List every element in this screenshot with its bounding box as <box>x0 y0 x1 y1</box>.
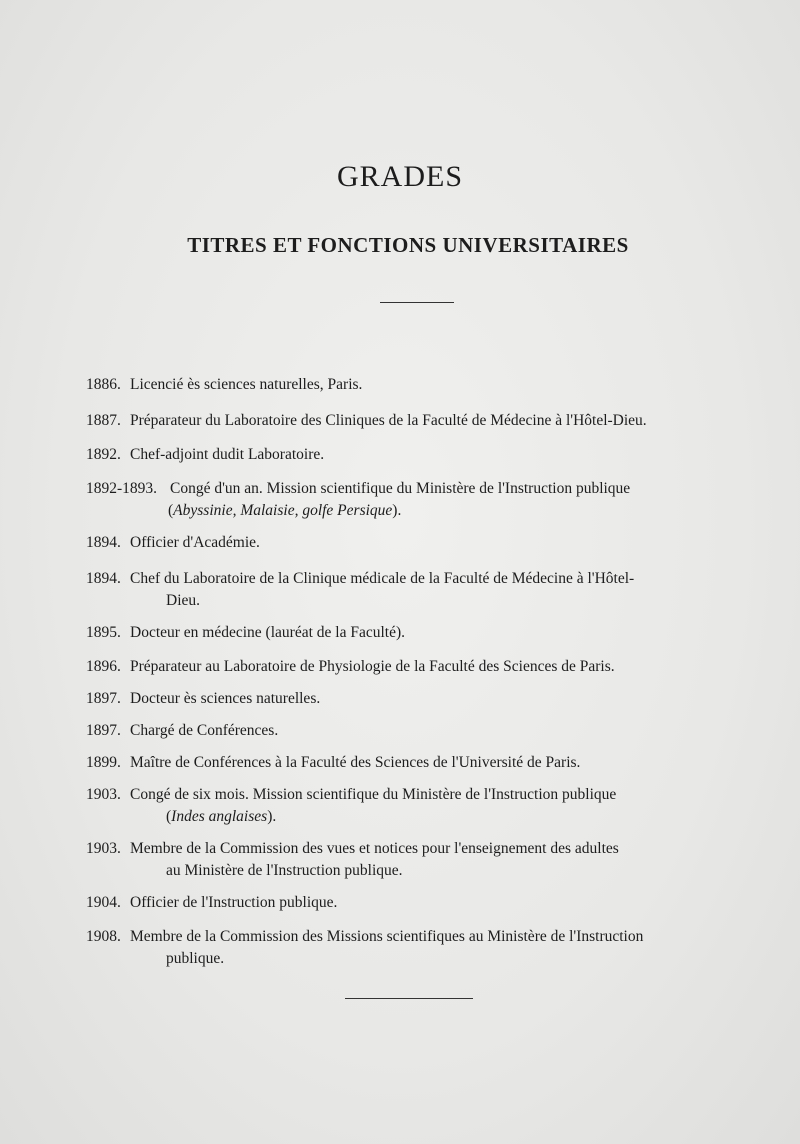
list-item <box>86 410 746 432</box>
list-item <box>86 478 746 522</box>
entry-year: 1887. <box>86 412 121 429</box>
list-item <box>86 926 746 970</box>
entry-text: Préparateur du Laboratoire des Cliniques de la Faculté de Médecine à l'Hôtel-Dieu. <box>130 412 647 429</box>
divider-bottom <box>345 998 473 999</box>
entry-continuation: au Ministère de l'Instruction publique. <box>166 862 403 879</box>
entry-text: Membre de la Commission des Missions scientifiques au Ministère de l'Instruction <box>130 928 644 945</box>
entry-text: Maître de Conférences à la Faculté des Sciences de l'Université de Paris. <box>130 754 581 771</box>
entry-italic: Abyssinie, Malaisie, golfe Persique <box>173 502 393 519</box>
page-subtitle: TITRES ET FONCTIONS UNIVERSITAIRES <box>187 233 629 257</box>
list-item <box>86 568 746 612</box>
entry-year: 1892. <box>86 446 121 463</box>
list-item <box>86 784 746 828</box>
list-item <box>86 656 746 678</box>
divider-top <box>380 302 454 303</box>
entry-text: Congé d'un an. Mission scientifique du Ministère de l'Instruction publique <box>170 480 631 497</box>
entry-text: Chef-adjoint dudit Laboratoire. <box>130 446 325 463</box>
list-item <box>86 688 746 710</box>
list-item <box>86 838 746 882</box>
entry-text: Docteur en médecine (lauréat de la Faculté). <box>130 624 405 641</box>
entry-text: Chargé de Conférences. <box>130 722 279 739</box>
paren-open: ( <box>168 502 174 519</box>
entry-year: 1899. <box>86 754 121 771</box>
entry-text: Chef du Laboratoire de la Clinique médicale de la Faculté de Médecine à l'Hôtel- <box>130 570 635 587</box>
entry-year: 1894. <box>86 534 121 551</box>
entry-year: 1892-1893. <box>86 480 158 497</box>
entry-italic: Indes anglaises <box>171 808 268 825</box>
entry-year: 1886. <box>86 376 121 393</box>
list-item <box>86 622 746 644</box>
paren-open: ( <box>166 808 172 825</box>
entry-text: Docteur ès sciences naturelles. <box>130 690 321 707</box>
entry-year: 1897. <box>86 722 121 739</box>
entry-text: Congé de six mois. Mission scientifique du Ministère de l'Instruction publique <box>130 786 617 803</box>
paren-close: ). <box>267 808 277 825</box>
page-title: GRADES <box>336 160 463 193</box>
list-item <box>86 532 746 554</box>
entry-text: Officier d'Académie. <box>130 534 260 551</box>
entry-year: 1895. <box>86 624 121 641</box>
list-item <box>86 892 746 914</box>
list-item <box>86 444 746 466</box>
entry-continuation <box>86 500 746 522</box>
entry-text: Licencié ès sciences naturelles, Paris. <box>130 376 363 393</box>
entry-continuation: Dieu. <box>166 592 201 609</box>
list-item <box>86 752 746 774</box>
entry-year: 1896. <box>86 658 121 675</box>
entry-year: 1903. <box>86 786 121 803</box>
list-item <box>86 374 746 396</box>
entry-continuation <box>86 806 746 828</box>
list-item <box>86 720 746 742</box>
paren-close: ). <box>392 502 402 519</box>
entry-year: 1903. <box>86 840 121 857</box>
entry-text: Préparateur au Laboratoire de Physiologie de la Faculté des Sciences de Paris. <box>130 658 615 675</box>
entry-year: 1894. <box>86 570 121 587</box>
entry-year: 1904. <box>86 894 121 911</box>
entry-text: Officier de l'Instruction publique. <box>130 894 338 911</box>
entry-text: Membre de la Commission des vues et notices pour l'enseignement des adultes <box>130 840 619 857</box>
entry-year: 1897. <box>86 690 121 707</box>
entry-continuation: publique. <box>166 950 225 967</box>
entry-year: 1908. <box>86 928 121 945</box>
